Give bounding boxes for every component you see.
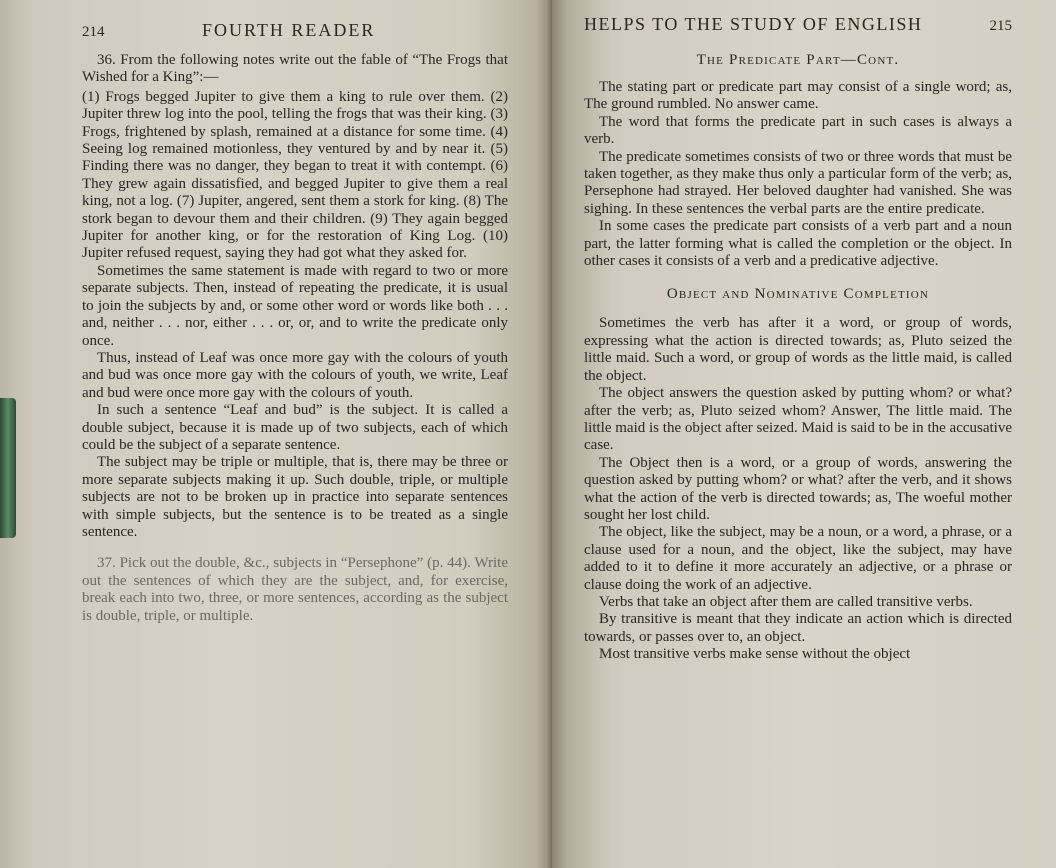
paragraph-same-statement: Sometimes the same statement is made with regard to two or more separate subjects. Then, instead of repeating the predicate, it is usual to join the subjects by and, or some other word or words like both . . . and, neither . . . nor, either . . . or, or, and to write the predicate only once.	[82, 262, 508, 349]
paragraph-thus-instead: Thus, instead of Leaf was once more gay with the colours of youth and bud was once more gay with the colours of youth, we write, Leaf and bud were once more gay with the colours of youth.	[82, 349, 508, 401]
exercise-37: 37. Pick out the double, &c., subjects in “Persephone” (p. 44). Write out the sentences of which they are the subject, and, for exercise, break each into two, three, or more sentences, according as the subject is double, triple, or multiple.	[82, 555, 508, 624]
exercise-36: 36. From the following notes write out the fable of “The Frogs that Wished for a King”:—	[82, 52, 508, 86]
paragraph-transitive-verbs: Verbs that take an object after them are called transitive verbs.	[599, 593, 973, 610]
paragraph-object-then: The Object then is a word, or a group of words, answering the question asked by putting whom? or what? after the verb, and it shows what the action of the verb is directed towards; as, The woeful mother sought her lost child.	[584, 454, 1012, 523]
paragraph-object-like-subject: The object, like the subject, may be a noun, or a word, a phrase, or a clause used for a noun, and the object, like the subject, may have added to it to define it more accurately an adjective, or a phrase or clause doing the work of an adjective.	[584, 524, 1012, 593]
paragraph-word-forms: The word that forms the predicate part in such cases is always a verb.	[584, 113, 1012, 148]
right-page	[552, 0, 1056, 868]
left-page-header	[82, 20, 508, 52]
paragraph-triple-multiple: The subject may be triple or multiple, that is, there may be three or more separate subjects making it up. Such double, triple, or multiple subjects are not to be broken up in practice into separate sentences with simple subjects, but the sentence is to be treated as a single sentence.	[82, 454, 508, 540]
paragraph-stating-part: The stating part or predicate part may consist of a single word; as, The ground rumbled. No answer came.	[584, 79, 1012, 113]
paragraph-object-answers: The object answers the question asked by putting whom? or what? after the verb; as, Pluto seized whom? Answer, The little maid. The little maid is the object after seized. Maid is said to be in the accusative case.	[584, 385, 1012, 454]
section-title-predicate: The Predicate Part—Cont.	[696, 52, 900, 68]
paragraph-verb-after: Sometimes the verb has after it a word, or group of words, expressing what the action is directed towards; as, Pluto seized the little maid. Such a word, or group of words as the little maid, is called the object.	[584, 315, 1012, 384]
paragraph-by-transitive: By transitive is meant that they indicate an action which is directed towards, or passes over to, an object.	[584, 611, 1012, 645]
paragraph-verb-noun-part: In some cases the predicate part consists of a verb part and a noun part, the latter forming what is called the completion or the object. In other cases it consists of a verb and a predicative adjective.	[584, 218, 1012, 270]
paragraph-double-subject: In such a sentence “Leaf and bud” is the subject. It is called a double subject, because it is made up of two subjects, each of which could be the subject of a separate sentence.	[82, 402, 508, 453]
paragraph-most-transitive: Most transitive verbs make sense without the object	[599, 646, 911, 663]
section-title-object: Object and Nominative Completion	[666, 286, 930, 303]
fable-notes: (1) Frogs begged Jupiter to give them a king to rule over them. (2) Jupiter threw log into the pool, telling the frogs that was their king. (3) Frogs, frightened by splash, remained at a distance for some time. (4) Seeing log remained motionless, they ventured by and by near it. (5) Finding there was no danger, they began to treat it with contempt. (6) They grew again dissatisfied, and begged Jupiter to give them a real king, not a log. (7) Jupiter, angered, sent them a stork for king. (8) The stork began to devour them and their children. (9) They again begged Jupiter for another king, or for the restoration of King Log. (10) Jupiter refused request, saying they had got what they asked for.	[82, 88, 508, 262]
paragraph-two-three-words: The predicate sometimes consists of two or three words that must be taken together, as they make thus only a particular form of the verb; as, Persephone had strayed. Her beloved daughter had vanished. She was sighing. In these sentences the verbal parts are the entire predicate.	[584, 148, 1012, 217]
left-running-head: FOURTH READER	[202, 20, 376, 40]
left-page-number: 214	[82, 24, 105, 40]
right-page-number: 215	[989, 18, 1012, 34]
right-page-header	[584, 14, 1012, 46]
right-running-head: HELPS TO THE STUDY OF ENGLISH	[584, 14, 923, 34]
bookmark-tab	[0, 398, 16, 538]
